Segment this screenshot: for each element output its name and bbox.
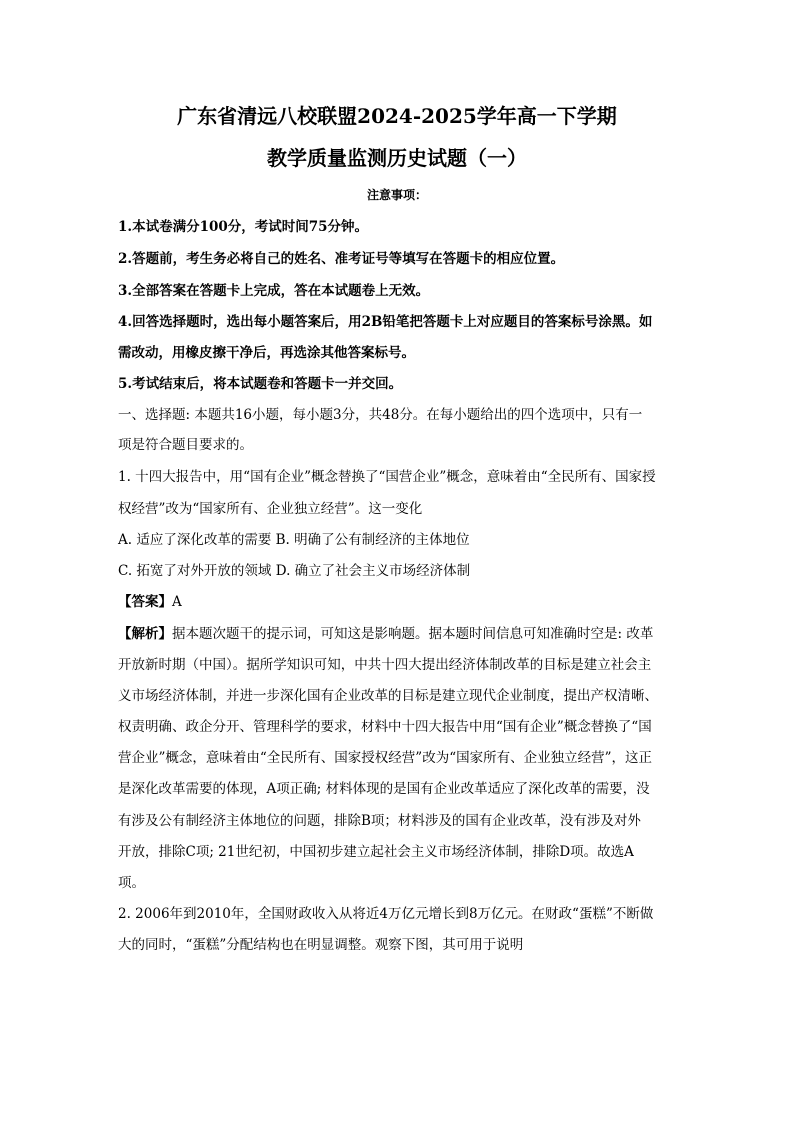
analysis-tag: 【解析】 <box>118 626 172 642</box>
document-title-line-2: 教学质量监测历史试题（一） <box>267 146 527 170</box>
section-intro-line-2: 项是符合题目要求的。 <box>118 437 253 453</box>
analysis-text-first: 据本题次题干的提示词，可知这是影响题。据本题时间信息可知准确时空是: 改革 <box>172 626 654 642</box>
question-1-analysis-line-5: 营企业”概念，意味着由“全民所有、国家授权经营”改为“国家所有、企业独立经营”，这正 <box>118 750 653 766</box>
answer-value: A <box>172 594 182 610</box>
notice-item-4-continued: 需改动，用橡皮擦干净后，再选涂其他答案标号。 <box>118 345 415 361</box>
question-2-stem-line-1: 2. 2006年到2010年，全国财政收入从将近4万亿元增长到8万亿元。在财政“蛋糕”不断做 <box>118 906 654 922</box>
question-1-options-cd: C. 拓宽了对外开放的领域 D. 确立了社会主义市场经济体制 <box>118 563 471 579</box>
document-title-line-1: 广东省清远八校联盟2024-2025学年高一下学期 <box>177 104 617 128</box>
section-intro-line-1: 一、选择题: 本题共16小题，每小题3分，共48分。在每小题给出的四个选项中，只有一 <box>118 407 643 423</box>
question-1-analysis-line-3: 义市场经济体制，并进一步深化国有企业改革的目标是建立现代企业制度，提出产权清晰、 <box>118 688 658 704</box>
notice-item-5: 5.考试结束后，将本试题卷和答题卡一并交回。 <box>118 376 403 392</box>
notice-item-3: 3.全部答案在答题卡上完成，答在本试题卷上无效。 <box>118 283 430 299</box>
question-1-analysis-line-4: 权责明确、政企分开、管理科学的要求，材料中十四大报告中用“国有企业”概念替换了“国 <box>118 719 652 735</box>
notice-item-1: 1.本试卷满分100分，考试时间75分钟。 <box>118 219 369 235</box>
question-1-stem-line-1: 1. 十四大报告中，用“国有企业”概念替换了“国营企业”概念，意味着由“全民所有、国家授 <box>118 469 656 485</box>
question-2-stem-line-2: 大的同时，“蛋糕”分配结构也在明显调整。观察下图，其可用于说明 <box>118 937 524 953</box>
question-1-options-ab: A. 适应了深化改革的需要 B. 明确了公有制经济的主体地位 <box>118 532 470 548</box>
question-1-analysis-line-1 <box>118 625 653 643</box>
question-1-analysis-line-2: 开放新时期（中国）。据所学知识可知，中共十四大提出经济体制改革的目标是建立社会主 <box>118 657 652 673</box>
notice-item-2: 2.答题前，考生务必将自己的姓名、准考证号等填写在答题卡的相应位置。 <box>118 251 565 267</box>
question-1-answer <box>118 593 182 611</box>
question-1-stem-line-2: 权经营”改为“国家所有、企业独立经营”。这一变化 <box>118 501 423 517</box>
notice-item-4: 4.回答选择题时，选出每小题答案后，用2B铅笔把答题卡上对应题目的答案标号涂黑。如 <box>118 314 653 330</box>
question-1-analysis-line-8: 开放，排除C项; 21世纪初，中国初步建立起社会主义市场经济体制，排除D项。故选A <box>118 844 634 860</box>
answer-tag: 【答案】 <box>118 594 172 610</box>
question-1-analysis-line-6: 是深化改革需要的体现，A项正确; 材料体现的是国有企业改革适应了深化改革的需要，没 <box>118 781 650 797</box>
question-1-analysis-line-9: 项。 <box>118 875 145 891</box>
question-1-analysis-line-7: 有涉及公有制经济主体地位的问题，排除B项；材料涉及的国有企业改革，没有涉及对外 <box>118 813 641 829</box>
notice-heading: 注意事项： <box>366 188 427 202</box>
